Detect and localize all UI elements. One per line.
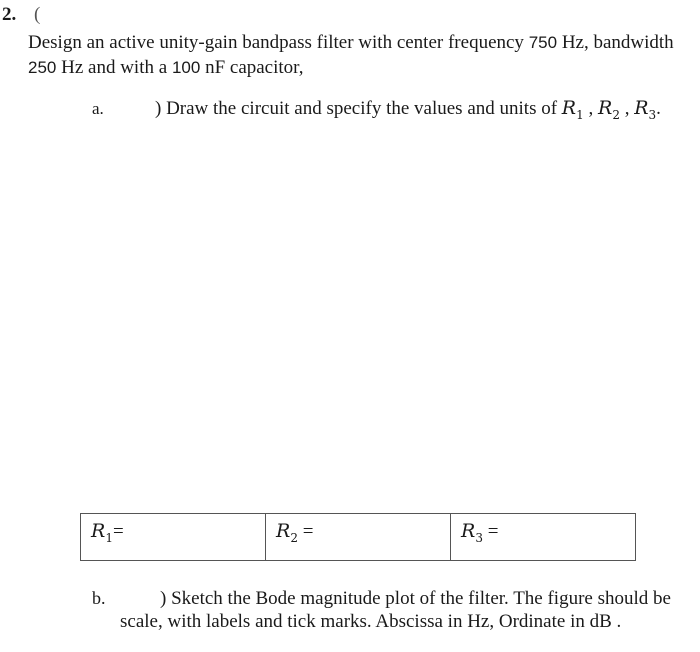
answer-table xyxy=(80,513,636,561)
equals-sign: = xyxy=(482,521,499,542)
r1-symbol: $R_1$ xyxy=(561,97,584,122)
r3-label: $R_3$ xyxy=(461,520,483,545)
separator: , xyxy=(619,98,635,119)
bandwidth-value: 250 xyxy=(28,58,57,77)
r3-answer-cell[interactable] xyxy=(451,514,635,560)
r1-label: $R_1$ xyxy=(91,520,113,545)
question-number: 2. xyxy=(2,4,17,25)
part-a-label: a. xyxy=(92,99,104,118)
r2-label: $R_2$ xyxy=(276,520,298,545)
prompt-line2-mid: Hz and with a xyxy=(56,57,172,78)
part-b-label: b. xyxy=(92,588,106,608)
capacitance-value: 100 xyxy=(171,58,201,77)
r2-answer-cell[interactable] xyxy=(266,514,451,560)
prompt-line2-post: nF capacitor, xyxy=(200,57,304,78)
part-b-text-line2: scale, with labels and tick marks. Abscissa in Hz, Ordinate in dB . xyxy=(120,611,622,632)
r1-answer-cell[interactable] xyxy=(81,514,266,560)
question-points-paren: ( xyxy=(34,4,41,25)
r2-symbol: $R_2$ xyxy=(598,97,620,122)
prompt-line1-post: Hz, bandwidth xyxy=(557,32,674,53)
equals-sign: = xyxy=(297,521,314,542)
part-b-text-line1: ) Sketch the Bode magnitude plot of the filter. The figure should be xyxy=(160,588,671,609)
period: . xyxy=(656,98,661,119)
equals-sign: = xyxy=(112,521,124,542)
center-frequency-value: 750 xyxy=(528,33,558,52)
question-prompt xyxy=(28,30,674,80)
part-a-instruction: ) Draw the circuit and specify the values and units of xyxy=(155,98,562,119)
part-a-text xyxy=(155,97,661,122)
r3-symbol: $R_3$ xyxy=(634,97,657,122)
prompt-line1-pre: Design an active unity-gain bandpass filter with center frequency xyxy=(28,32,529,53)
separator: , xyxy=(583,98,598,119)
